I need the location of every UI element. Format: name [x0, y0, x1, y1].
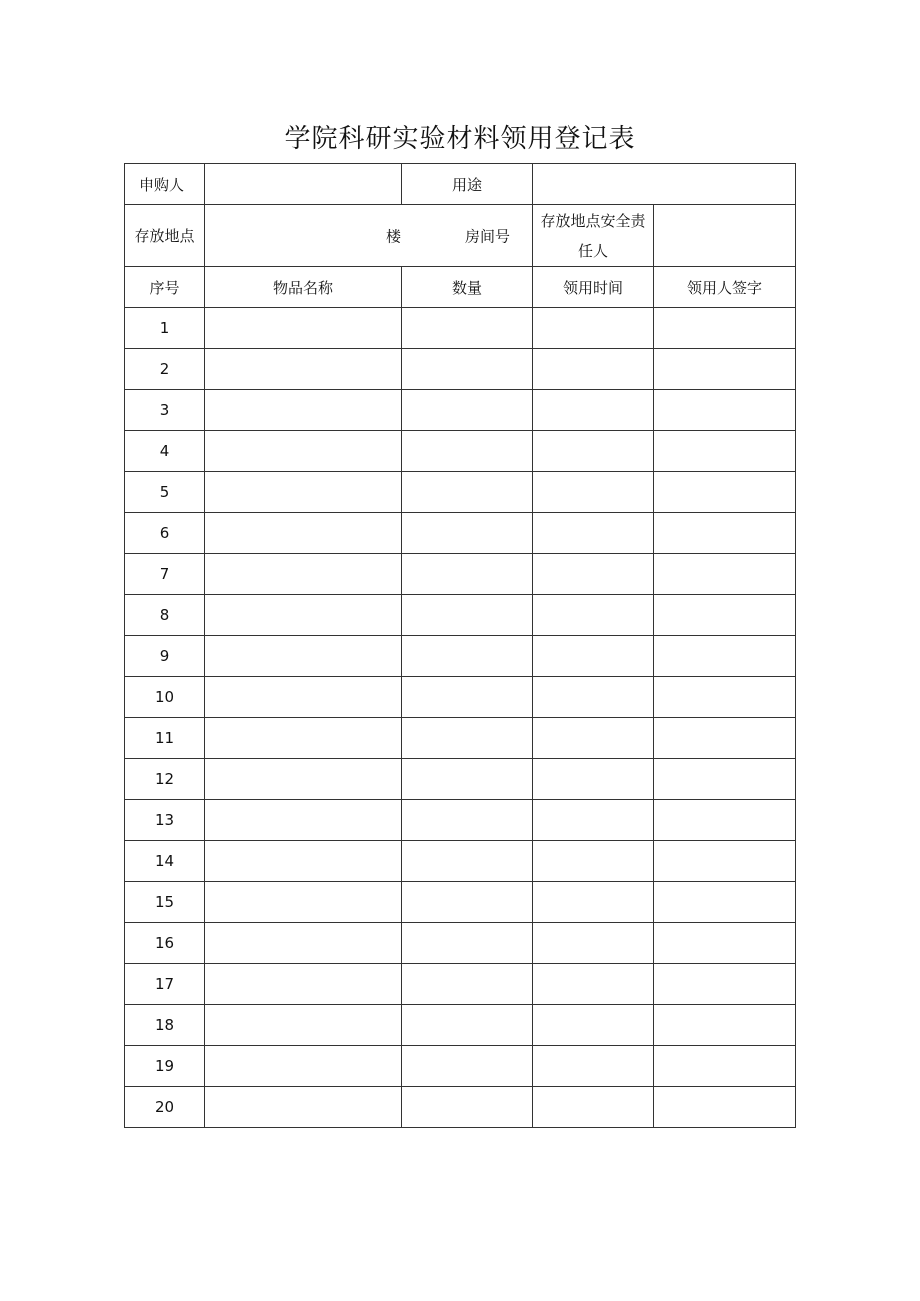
table-row [125, 595, 796, 636]
quantity-cell[interactable] [402, 1087, 533, 1128]
quantity-cell[interactable] [402, 759, 533, 800]
signature-cell[interactable] [654, 390, 796, 431]
table-row [125, 1005, 796, 1046]
row-number: 7 [125, 554, 205, 595]
date-cell[interactable] [533, 800, 654, 841]
row-number: 13 [125, 800, 205, 841]
signature-cell[interactable] [654, 677, 796, 718]
item-name-cell[interactable] [205, 759, 402, 800]
applicant-row [125, 164, 796, 205]
table-row [125, 1046, 796, 1087]
row-number: 9 [125, 636, 205, 677]
table-row [125, 636, 796, 677]
date-cell[interactable] [533, 349, 654, 390]
row-number: 18 [125, 1005, 205, 1046]
quantity-cell[interactable] [402, 800, 533, 841]
quantity-cell[interactable] [402, 1046, 533, 1087]
quantity-cell[interactable] [402, 923, 533, 964]
quantity-cell[interactable] [402, 390, 533, 431]
location-field[interactable] [205, 205, 533, 267]
safety-person-label: 存放地点安全责任人 [533, 205, 654, 267]
purpose-field[interactable] [533, 164, 796, 205]
applicant-field[interactable] [205, 164, 402, 205]
quantity-cell[interactable] [402, 595, 533, 636]
table-row [125, 759, 796, 800]
quantity-cell[interactable] [402, 513, 533, 554]
item-name-cell[interactable] [205, 677, 402, 718]
table-row [125, 349, 796, 390]
col-header-date: 领用时间 [533, 267, 654, 308]
signature-cell[interactable] [654, 431, 796, 472]
row-number: 1 [125, 308, 205, 349]
col-header-quantity: 数量 [402, 267, 533, 308]
date-cell[interactable] [533, 595, 654, 636]
col-header-item-name: 物品名称 [205, 267, 402, 308]
table-row [125, 472, 796, 513]
table-row [125, 431, 796, 472]
date-cell[interactable] [533, 431, 654, 472]
date-cell[interactable] [533, 677, 654, 718]
item-name-cell[interactable] [205, 636, 402, 677]
table-row [125, 513, 796, 554]
signature-cell[interactable] [654, 349, 796, 390]
date-cell[interactable] [533, 964, 654, 1005]
row-number: 11 [125, 718, 205, 759]
item-name-cell[interactable] [205, 472, 402, 513]
date-cell[interactable] [533, 636, 654, 677]
date-cell[interactable] [533, 1046, 654, 1087]
column-header-row [125, 267, 796, 308]
col-header-no: 序号 [125, 267, 205, 308]
signature-cell[interactable] [654, 472, 796, 513]
table-row [125, 718, 796, 759]
table-row [125, 390, 796, 431]
row-number: 16 [125, 923, 205, 964]
signature-cell[interactable] [654, 308, 796, 349]
date-cell[interactable] [533, 513, 654, 554]
table-row [125, 964, 796, 1005]
item-name-cell[interactable] [205, 554, 402, 595]
item-name-cell[interactable] [205, 308, 402, 349]
signature-cell[interactable] [654, 759, 796, 800]
item-name-cell[interactable] [205, 882, 402, 923]
row-number: 10 [125, 677, 205, 718]
signature-cell[interactable] [654, 595, 796, 636]
item-name-cell[interactable] [205, 1087, 402, 1128]
signature-cell[interactable] [654, 1005, 796, 1046]
purpose-label: 用途 [402, 164, 533, 205]
signature-cell[interactable] [654, 841, 796, 882]
page-title: 学院科研实验材料领用登记表 [284, 124, 636, 154]
signature-cell[interactable] [654, 964, 796, 1005]
table-row [125, 1087, 796, 1128]
item-name-cell[interactable] [205, 349, 402, 390]
date-cell[interactable] [533, 390, 654, 431]
signature-cell[interactable] [654, 1087, 796, 1128]
table-row [125, 800, 796, 841]
table-row [125, 308, 796, 349]
item-name-cell[interactable] [205, 1046, 402, 1087]
col-header-signature: 领用人签字 [654, 267, 796, 308]
quantity-cell[interactable] [402, 472, 533, 513]
date-cell[interactable] [533, 1005, 654, 1046]
signature-cell[interactable] [654, 800, 796, 841]
quantity-cell[interactable] [402, 718, 533, 759]
date-cell[interactable] [533, 472, 654, 513]
item-name-cell[interactable] [205, 964, 402, 1005]
signature-cell[interactable] [654, 554, 796, 595]
safety-person-field[interactable] [654, 205, 796, 267]
row-number: 4 [125, 431, 205, 472]
date-cell[interactable] [533, 923, 654, 964]
signature-cell[interactable] [654, 882, 796, 923]
table-row [125, 841, 796, 882]
row-number: 17 [125, 964, 205, 1005]
item-name-cell[interactable] [205, 1005, 402, 1046]
location-row [125, 205, 796, 267]
quantity-cell[interactable] [402, 554, 533, 595]
quantity-cell[interactable] [402, 636, 533, 677]
row-number: 14 [125, 841, 205, 882]
date-cell[interactable] [533, 1087, 654, 1128]
date-cell[interactable] [533, 308, 654, 349]
table-row [125, 677, 796, 718]
table-row [125, 882, 796, 923]
table-row [125, 923, 796, 964]
quantity-cell[interactable] [402, 349, 533, 390]
date-cell[interactable] [533, 554, 654, 595]
row-number: 3 [125, 390, 205, 431]
item-name-cell[interactable] [205, 513, 402, 554]
date-cell[interactable] [533, 759, 654, 800]
row-number: 15 [125, 882, 205, 923]
date-cell[interactable] [533, 841, 654, 882]
item-name-cell[interactable] [205, 841, 402, 882]
quantity-cell[interactable] [402, 308, 533, 349]
table-row [125, 554, 796, 595]
item-name-cell[interactable] [205, 923, 402, 964]
date-cell[interactable] [533, 882, 654, 923]
registration-form-table [124, 163, 796, 1128]
quantity-cell[interactable] [402, 431, 533, 472]
row-number: 2 [125, 349, 205, 390]
signature-cell[interactable] [654, 513, 796, 554]
applicant-label: 申购人 [125, 164, 205, 205]
quantity-cell[interactable] [402, 677, 533, 718]
item-name-cell[interactable] [205, 595, 402, 636]
item-name-cell[interactable] [205, 718, 402, 759]
location-label: 存放地点 [125, 205, 205, 267]
row-number: 5 [125, 472, 205, 513]
row-number: 20 [125, 1087, 205, 1128]
row-number: 6 [125, 513, 205, 554]
quantity-cell[interactable] [402, 841, 533, 882]
row-number: 12 [125, 759, 205, 800]
item-name-cell[interactable] [205, 431, 402, 472]
signature-cell[interactable] [654, 923, 796, 964]
signature-cell[interactable] [654, 1046, 796, 1087]
item-name-cell[interactable] [205, 390, 402, 431]
row-number: 19 [125, 1046, 205, 1087]
item-name-cell[interactable] [205, 800, 402, 841]
quantity-cell[interactable] [402, 1005, 533, 1046]
room-label: 房间号 [465, 227, 511, 245]
building-suffix: 楼 [386, 227, 402, 245]
date-cell[interactable] [533, 718, 654, 759]
quantity-cell[interactable] [402, 964, 533, 1005]
row-number: 8 [125, 595, 205, 636]
signature-cell[interactable] [654, 636, 796, 677]
signature-cell[interactable] [654, 718, 796, 759]
quantity-cell[interactable] [402, 882, 533, 923]
